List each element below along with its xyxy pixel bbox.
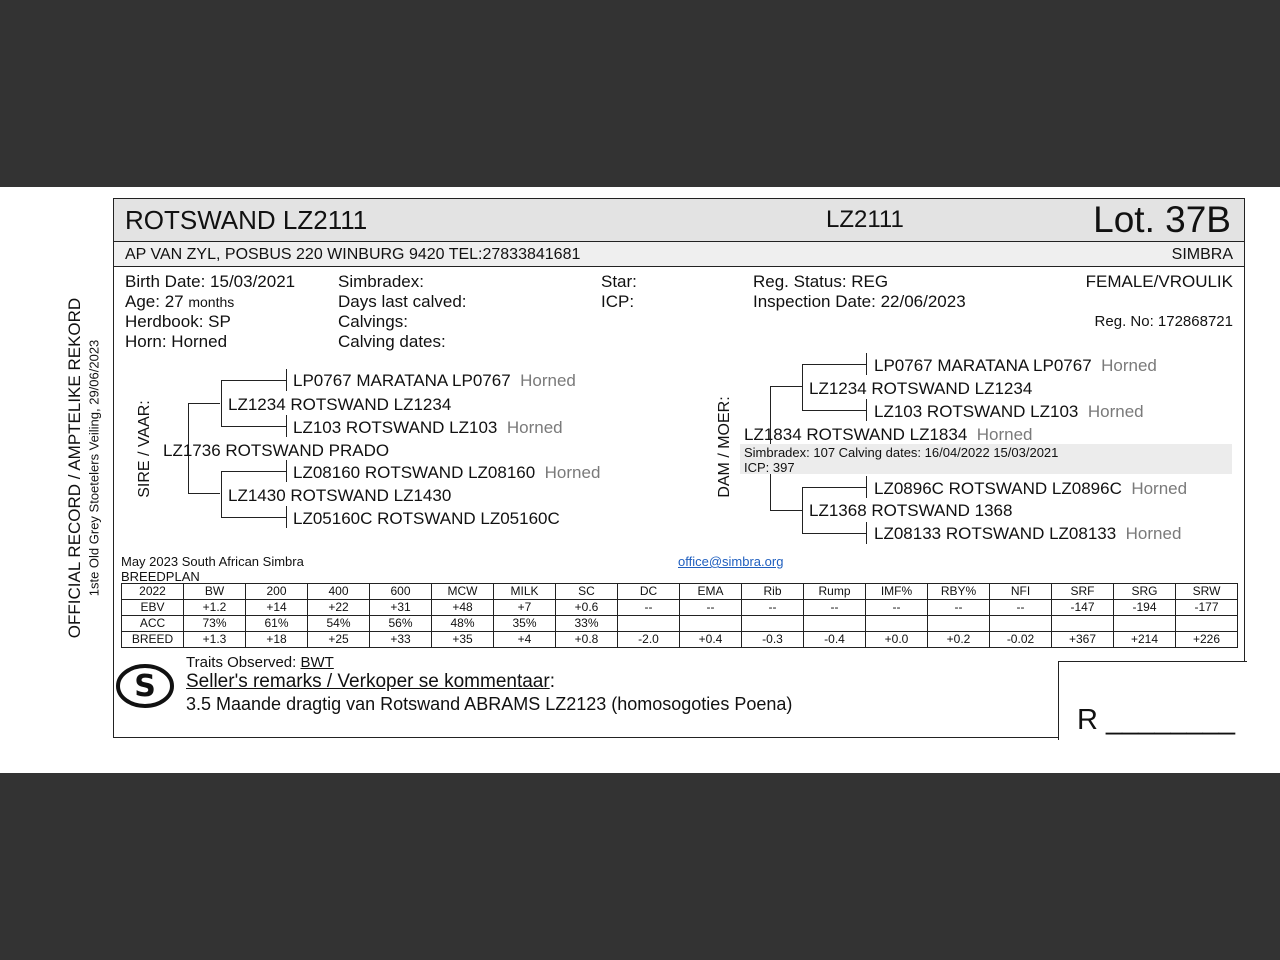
breedplan-cell: -- <box>804 600 866 616</box>
breedplan-cell: -- <box>618 600 680 616</box>
sire-sire-dam <box>293 418 563 438</box>
dam-dam-bottom <box>802 533 866 534</box>
horn-tag: Horned <box>520 371 576 390</box>
calving-dates: Calving dates: <box>338 332 446 351</box>
breedplan-cell: 48% <box>432 616 494 632</box>
breedplan-cell: 35% <box>494 616 556 632</box>
breedplan-cell: +1.3 <box>184 632 246 648</box>
breedplan-header-cell: 400 <box>308 584 370 600</box>
breedplan-cell <box>928 616 990 632</box>
breedplan-cell <box>1176 616 1238 632</box>
herdbook: Herdbook: SP <box>125 312 231 331</box>
traits-label: Traits Observed: <box>186 654 297 671</box>
breedplan-cell: +25 <box>308 632 370 648</box>
breedplan-cell: -- <box>742 600 804 616</box>
breedplan-cell: -177 <box>1176 600 1238 616</box>
dam-dam: LZ1368 ROTSWAND 1368 <box>809 501 1013 520</box>
tick <box>286 415 287 437</box>
days-last-calved: Days last calved: <box>338 292 467 311</box>
breedplan-cell: +367 <box>1052 632 1114 648</box>
remarks-title-colon: : <box>549 671 555 692</box>
age-value: Age: 27 <box>125 292 184 311</box>
breedplan-cell: +0.0 <box>866 632 928 648</box>
dam-dam-top <box>802 487 866 488</box>
age-unit: months <box>188 294 235 310</box>
sex-label: FEMALE/VROULIK <box>1085 272 1233 291</box>
sire-sire-sire <box>293 371 576 391</box>
pedigree-name: LZ103 ROTSWAND LZ103 <box>874 402 1079 421</box>
tick <box>866 353 867 375</box>
breedplan-header-cell: SC <box>556 584 618 600</box>
tick <box>286 506 287 528</box>
horn-tag: Horned <box>544 463 601 482</box>
age <box>125 292 234 312</box>
dam-sire: LZ1234 ROTSWAND LZ1234 <box>809 379 1033 398</box>
star-label: Star: <box>601 272 637 291</box>
sire-sire: LZ1234 ROTSWAND LZ1234 <box>228 395 452 414</box>
tick <box>286 369 287 391</box>
horn-tag: Horned <box>1101 356 1157 375</box>
breedplan-cell: -- <box>928 600 990 616</box>
icp-label: ICP: <box>601 292 635 311</box>
dam-sire-dam <box>874 402 1144 422</box>
horn-tag: Horned <box>1125 524 1182 543</box>
breedplan-label: BREEDPLAN <box>121 569 200 584</box>
sire-name: LZ1736 ROTSWAND PRADO <box>163 441 390 460</box>
breedplan-header-cell: BW <box>184 584 246 600</box>
sire-sire-top <box>221 380 286 381</box>
breedplan-cell: +7 <box>494 600 556 616</box>
inspection-date: Inspection Date: 22/06/2023 <box>753 292 966 311</box>
dam-sire-sire <box>874 356 1157 376</box>
breedplan-header-row <box>122 584 1238 600</box>
breedplan-cell: +226 <box>1176 632 1238 648</box>
official-record-label: OFFICIAL RECORD / AMPTELIKE REKORD <box>65 297 84 639</box>
breedplan-header-cell: MCW <box>432 584 494 600</box>
price-field[interactable]: R ________ <box>1077 704 1236 736</box>
breedplan-cell: -0.4 <box>804 632 866 648</box>
breedplan-header-cell: SRF <box>1052 584 1114 600</box>
svg-text:S: S <box>134 669 156 704</box>
tick <box>866 522 867 544</box>
dam-name <box>744 425 1033 445</box>
breedplan-cell: -0.02 <box>990 632 1052 648</box>
breedplan-header-cell: IMF% <box>866 584 928 600</box>
dam-dam-dam <box>874 524 1181 544</box>
breedplan-cell: 33% <box>556 616 618 632</box>
breedplan-cell <box>742 616 804 632</box>
breedplan-cell: -- <box>990 600 1052 616</box>
breedplan-cell: +0.8 <box>556 632 618 648</box>
traits-observed <box>186 654 334 671</box>
dam-bracket-top <box>770 386 802 387</box>
breedplan-cell: 54% <box>308 616 370 632</box>
breedplan-cell <box>618 616 680 632</box>
sire-dam-top <box>221 471 286 472</box>
breedplan-cell: 73% <box>184 616 246 632</box>
breedplan-cell: +14 <box>246 600 308 616</box>
dam-sire-bottom <box>802 410 866 411</box>
breedplan-cell: 61% <box>246 616 308 632</box>
horn-tag: Horned <box>1131 479 1188 498</box>
breedplan-row <box>122 600 1238 616</box>
breedplan-cell: +35 <box>432 632 494 648</box>
owner-address: AP VAN ZYL, POSBUS 220 WINBURG 9420 TEL:27833841681 <box>125 246 581 263</box>
breedplan-cell: 56% <box>370 616 432 632</box>
sire-bracket-top <box>188 403 220 404</box>
horn-tag: Horned <box>976 425 1033 444</box>
animal-name: ROTSWAND LZ2111 <box>125 205 368 235</box>
simbra-logo-icon <box>114 660 176 712</box>
breedplan-cell: EBV <box>122 600 184 616</box>
breedplan-cell: +0.6 <box>556 600 618 616</box>
breedplan-cell: -194 <box>1114 600 1176 616</box>
breedplan-cell <box>1114 616 1176 632</box>
dam-info-line1: Simbradex: 107 Calving dates: 16/04/2022 15/03/2021 <box>744 445 1059 460</box>
breedplan-cell: +22 <box>308 600 370 616</box>
reg-status: Reg. Status: REG <box>753 272 889 291</box>
dam-info-line2: ICP: 397 <box>744 460 795 475</box>
breedplan-cell <box>1052 616 1114 632</box>
sire-sire-bracket <box>221 380 222 426</box>
breedplan-header-cell: NFI <box>990 584 1052 600</box>
pedigree-name: LP0767 MARATANA LP0767 <box>874 356 1092 375</box>
breedplan-cell: +31 <box>370 600 432 616</box>
breedplan-cell: +48 <box>432 600 494 616</box>
breedplan-cell: -- <box>866 600 928 616</box>
tick <box>286 460 287 482</box>
breedplan-row <box>122 616 1238 632</box>
breedplan-cell: -- <box>680 600 742 616</box>
breedplan-cell: ACC <box>122 616 184 632</box>
breedplan-header-cell: DC <box>618 584 680 600</box>
auction-label: 1ste Old Grey Stoetelers Veiling, 29/06/2023 <box>86 339 102 597</box>
breedplan-header-cell: SRW <box>1176 584 1238 600</box>
pedigree-name: LZ08133 ROTSWAND LZ08133 <box>874 524 1117 543</box>
dam-label: DAM / MOER: <box>716 396 733 498</box>
breedplan-cell: +0.4 <box>680 632 742 648</box>
dam-dam-bracket <box>802 487 803 533</box>
remarks-text: 3.5 Maande dragtig van Rotswand ABRAMS LZ2123 (homosogoties Poena) <box>186 694 793 714</box>
pedigree-name: LZ08160 ROTSWAND LZ08160 <box>293 463 536 482</box>
tick <box>866 399 867 421</box>
lot-number: Lot. 37B <box>1093 199 1231 240</box>
breedplan-cell: +0.2 <box>928 632 990 648</box>
breed-label: SIMBRA <box>1171 246 1233 263</box>
birth-date: Birth Date: 15/03/2021 <box>125 272 296 291</box>
animal-ident: LZ2111 <box>826 206 904 233</box>
remarks-title <box>186 671 555 693</box>
sire-bracket-bottom <box>188 493 220 494</box>
breedplan-header-cell: RBY% <box>928 584 990 600</box>
horn-tag: Horned <box>1087 402 1144 421</box>
breedplan-cell: BREED <box>122 632 184 648</box>
breedplan-row <box>122 632 1238 648</box>
breedplan-cell: -2.0 <box>618 632 680 648</box>
sire-sire-bottom <box>221 426 286 427</box>
pedigree-name: LP0767 MARATANA LP0767 <box>293 371 511 390</box>
breedplan-cell <box>804 616 866 632</box>
pedigree-name: LZ0896C ROTSWAND LZ0896C <box>874 479 1122 498</box>
breedplan-cell <box>990 616 1052 632</box>
sire-label: SIRE / VAAR: <box>136 400 153 498</box>
dam-bracket-bottom <box>770 510 802 511</box>
breedplan-header-cell: 600 <box>370 584 432 600</box>
breedplan-cell <box>866 616 928 632</box>
traits-value: BWT <box>300 654 334 671</box>
breedplan-source: May 2023 South African Simbra <box>121 554 304 569</box>
dam-dam-sire <box>874 479 1187 499</box>
breedplan-cell: -0.3 <box>742 632 804 648</box>
breedplan-header-cell: MILK <box>494 584 556 600</box>
breedplan-header-cell: EMA <box>680 584 742 600</box>
breedplan-cell: +33 <box>370 632 432 648</box>
breedplan-header-cell: Rump <box>804 584 866 600</box>
breedplan-header-cell: 2022 <box>122 584 184 600</box>
sire-dam: LZ1430 ROTSWAND LZ1430 <box>228 486 452 505</box>
breedplan-header-cell: Rib <box>742 584 804 600</box>
tick <box>866 476 867 498</box>
horn-status: Horn: Horned <box>125 332 228 351</box>
reg-number: Reg. No: 172868721 <box>1094 313 1233 330</box>
breedplan-cell: +214 <box>1114 632 1176 648</box>
simbradex-label: Simbradex: <box>338 272 424 291</box>
sire-dam-sire <box>293 463 600 483</box>
sire-dam-bracket <box>221 471 222 517</box>
breedplan-table <box>121 583 1238 648</box>
breedplan-cell: -147 <box>1052 600 1114 616</box>
pedigree-name: LZ1834 ROTSWAND LZ1834 <box>744 425 968 444</box>
breedplan-cell: +4 <box>494 632 556 648</box>
breedplan-cell <box>680 616 742 632</box>
pedigree-name: LZ103 ROTSWAND LZ103 <box>293 418 498 437</box>
dam-sire-top <box>802 364 866 365</box>
remarks-title-text: Seller's remarks / Verkoper se kommentaar <box>186 671 550 692</box>
sire-dam-bottom <box>221 517 286 518</box>
sire-dam-dam: LZ05160C ROTSWAND LZ05160C <box>293 509 560 528</box>
breedplan-header-cell: 200 <box>246 584 308 600</box>
breedplan-cell: +1.2 <box>184 600 246 616</box>
horn-tag: Horned <box>506 418 563 437</box>
breedplan-cell: +18 <box>246 632 308 648</box>
dam-sire-bracket <box>802 364 803 410</box>
breedplan-header-cell: SRG <box>1114 584 1176 600</box>
email-link[interactable]: office@simbra.org <box>678 554 784 569</box>
calvings: Calvings: <box>338 312 408 331</box>
